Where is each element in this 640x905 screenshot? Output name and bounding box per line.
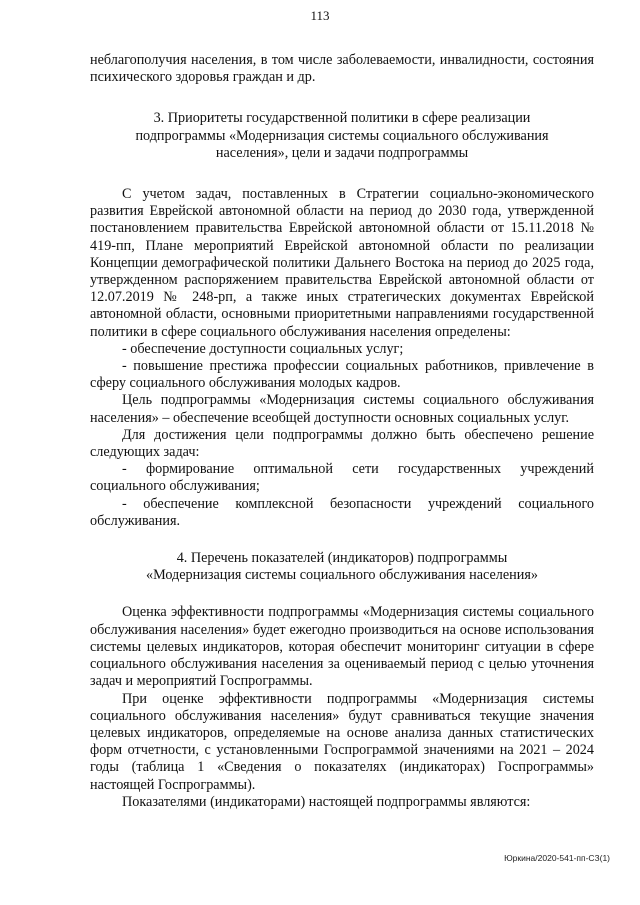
section-3-heading-line: подпрограммы «Модернизация системы социального обслуживания (135, 127, 549, 144)
section-4-heading-line: 4. Перечень показателей (индикаторов) подпрограммы (176, 550, 508, 567)
section-4-paragraph: Показателями (индикаторами) настоящей подпрограммы являются: (122, 793, 531, 810)
task-list-item: - обеспечение комплексной безопасности учреждений социального обслуживания. (90, 495, 594, 529)
priority-list-item: - повышение престижа профессии социальных работников, привлечение в сферу социального обслуживания молодых кадров. (90, 358, 594, 392)
spacer (90, 584, 594, 604)
spacer (90, 530, 594, 550)
page-number: 113 (310, 8, 330, 23)
spacer (90, 162, 594, 186)
priority-list-item: - обеспечение доступности социальных услуг; (122, 340, 404, 357)
section-3-heading (90, 110, 594, 162)
goal-paragraph: Цель подпрограммы «Модернизация системы социального обслуживания населения» – обеспечение всеобщей доступности основных социальных услуг. (90, 392, 594, 426)
section-4-heading-line: «Модернизация системы социального обслуживания населения» (146, 567, 538, 584)
section-4-paragraph: При оценке эффективности подпрограммы «Модернизация системы социального обслуживания населения» будут сравниваться текущие значения целевых индикаторов, определяемые на основе анализа данных статистических форм отчетности, с установленными Госпрограммой значениями на 2021 – 2024 годы (таблица 1 «Сведения о показателях (индикаторах) Госпрограммы» настоящей Госпрограммы). (90, 690, 594, 793)
intro-continuation-paragraph: неблагополучия населения, в том числе заболеваемости, инвалидности, состояния психического здоровья граждан и др. (90, 52, 594, 86)
spacer (90, 86, 594, 110)
section-4-heading (90, 550, 594, 584)
document-code: Юркина/2020-541-пп-СЗ(1) (504, 853, 610, 863)
tasks-intro-paragraph: Для достижения цели подпрограммы должно быть обеспечено решение следующих задач: (90, 426, 594, 461)
section-4-paragraph: Оценка эффективности подпрограммы «Модернизация системы социального обслуживания населения» будет ежегодно производиться на основе использования системы целевых индикаторов, которая обеспечит мониторинг ситуации в сфере социального обслуживания населения за оцениваемый период с целью уточнения задач и мероприятий Госпрограммы. (90, 604, 594, 690)
task-list-item: - формирование оптимальной сети государственных учреждений социального обслуживания; (90, 461, 594, 495)
section-3-heading-line: населения», цели и задачи подпрограммы (215, 144, 469, 161)
section-3-heading-line: 3. Приоритеты государственной политики в сфере реализации (153, 110, 531, 127)
page-content (90, 52, 594, 811)
section-3-paragraph: С учетом задач, поставленных в Стратегии социально-экономического развития Еврейской автономной области на период до 2030 года, утвержденной постановлением правительства Еврейской автономной области от 15.11.2018 № 419-пп, Плане мероприятий Еврейской автономной области по реализации Концепции демографической политики Дальнего Востока на период до 2025 года, утвержденном распоряжением правительства Еврейской автономной области от 12.07.2019 № 248-рп, а также иных стратегических документах Еврейской автономной области, основными приоритетными направлениями государственной политики в сфере социального обслуживания населения определены: (90, 186, 594, 340)
